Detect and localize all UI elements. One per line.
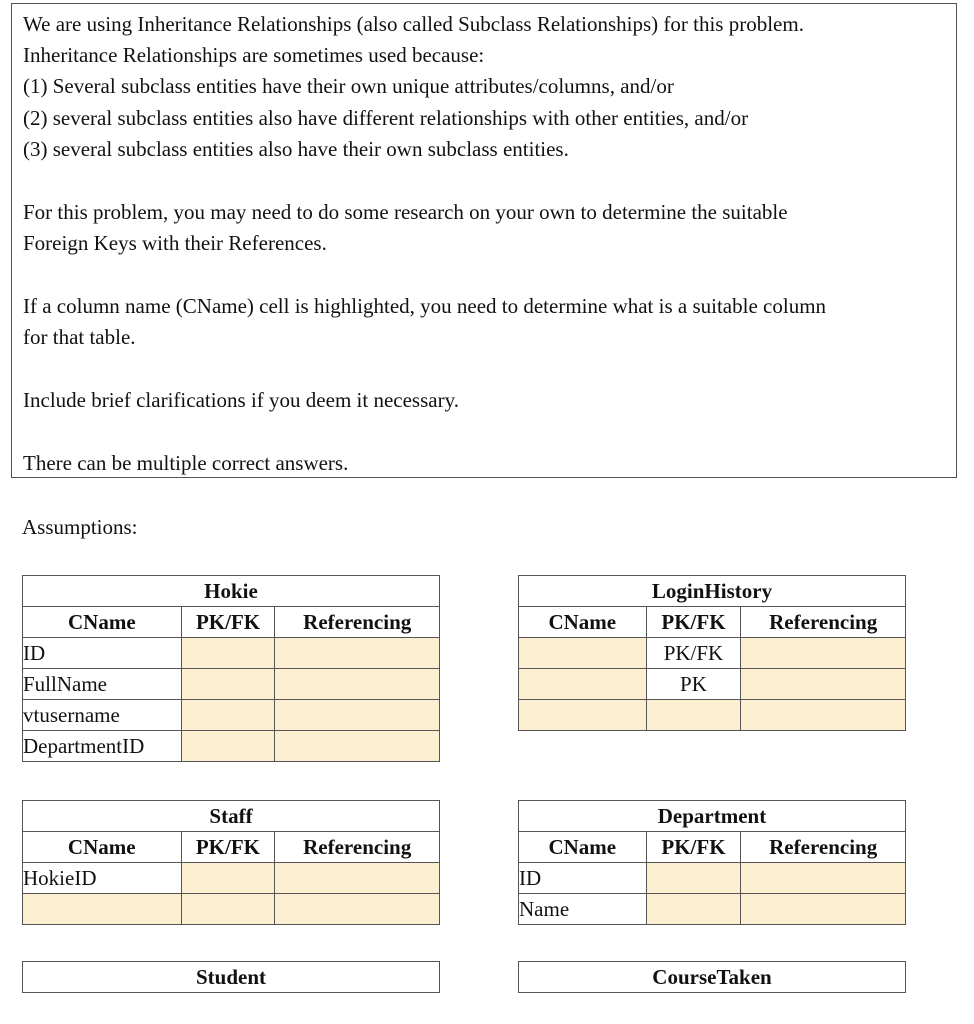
table-row [519, 669, 906, 700]
instruction-line: (1) Several subclass entities have their own unique attributes/columns, and/or [23, 74, 674, 98]
instruction-line: For this problem, you may need to do some research on your own to determine the suitable [23, 200, 788, 224]
pkfk-cell[interactable] [181, 894, 275, 925]
instruction-line: We are using Inheritance Relationships (also called Subclass Relationships) for this problem. [23, 12, 804, 36]
department-table [518, 800, 906, 925]
referencing-header: Referencing [275, 832, 440, 863]
table-title: Staff [23, 801, 440, 832]
instruction-line: (3) several subclass entities also have their own subclass entities. [23, 137, 569, 161]
table-row [23, 669, 440, 700]
loginhistory-table [518, 575, 906, 731]
instruction-line: (2) several subclass entities also have different relationships with other entities, and/or [23, 106, 749, 130]
cname-cell[interactable] [519, 700, 647, 731]
instructions-box [11, 3, 957, 478]
pkfk-cell[interactable] [181, 638, 275, 669]
referencing-header: Referencing [741, 607, 906, 638]
referencing-cell[interactable] [275, 894, 440, 925]
table-title: Department [519, 801, 906, 832]
referencing-cell[interactable] [741, 894, 906, 925]
pkfk-cell[interactable] [181, 700, 275, 731]
table-row [519, 894, 906, 925]
cname-cell: FullName [23, 669, 182, 700]
instruction-line: Include brief clarifications if you deem it necessary. [23, 388, 459, 412]
pkfk-cell[interactable] [181, 731, 275, 762]
table-row [23, 894, 440, 925]
pkfk-header: PK/FK [181, 607, 275, 638]
hokie-table [22, 575, 440, 762]
cname-header: CName [23, 607, 182, 638]
instruction-line: If a column name (CName) cell is highlighted, you need to determine what is a suitable column [23, 294, 827, 318]
referencing-cell[interactable] [275, 863, 440, 894]
table-row [519, 700, 906, 731]
cname-cell[interactable] [23, 894, 182, 925]
table-row [23, 700, 440, 731]
pkfk-header: PK/FK [181, 832, 275, 863]
referencing-cell[interactable] [741, 638, 906, 669]
pkfk-cell[interactable] [181, 863, 275, 894]
table-row [23, 731, 440, 762]
cname-cell: Name [519, 894, 647, 925]
pkfk-header: PK/FK [646, 832, 741, 863]
student-table [22, 961, 440, 993]
referencing-header: Referencing [275, 607, 440, 638]
pkfk-cell: PK [646, 669, 741, 700]
coursetaken-table [518, 961, 906, 993]
table-row [23, 863, 440, 894]
referencing-cell[interactable] [275, 669, 440, 700]
cname-cell: vtusername [23, 700, 182, 731]
pkfk-cell: PK/FK [646, 638, 741, 669]
cname-cell: ID [519, 863, 647, 894]
referencing-cell[interactable] [275, 700, 440, 731]
instruction-line: Foreign Keys with their References. [23, 231, 327, 255]
instruction-line: for that table. [23, 325, 136, 349]
table-title: Hokie [23, 576, 440, 607]
table-row [519, 638, 906, 669]
pkfk-cell[interactable] [181, 669, 275, 700]
referencing-cell[interactable] [275, 638, 440, 669]
cname-cell[interactable] [519, 669, 647, 700]
table-title: Student [23, 962, 440, 993]
staff-table [22, 800, 440, 925]
cname-header: CName [519, 832, 647, 863]
referencing-header: Referencing [741, 832, 906, 863]
table-title: LoginHistory [519, 576, 906, 607]
referencing-cell[interactable] [275, 731, 440, 762]
pkfk-cell[interactable] [646, 863, 741, 894]
cname-header: CName [23, 832, 182, 863]
referencing-cell[interactable] [741, 700, 906, 731]
table-row [23, 638, 440, 669]
table-row [519, 863, 906, 894]
pkfk-cell[interactable] [646, 700, 741, 731]
pkfk-cell[interactable] [646, 894, 741, 925]
referencing-cell[interactable] [741, 669, 906, 700]
cname-cell: DepartmentID [23, 731, 182, 762]
cname-header: CName [519, 607, 647, 638]
assumptions-label: Assumptions: [22, 515, 138, 539]
table-title: CourseTaken [519, 962, 906, 993]
instruction-line: Inheritance Relationships are sometimes used because: [23, 43, 485, 67]
referencing-cell[interactable] [741, 863, 906, 894]
cname-cell: HokieID [23, 863, 182, 894]
pkfk-header: PK/FK [646, 607, 741, 638]
instruction-line: There can be multiple correct answers. [23, 451, 349, 475]
cname-cell[interactable] [519, 638, 647, 669]
cname-cell: ID [23, 638, 182, 669]
